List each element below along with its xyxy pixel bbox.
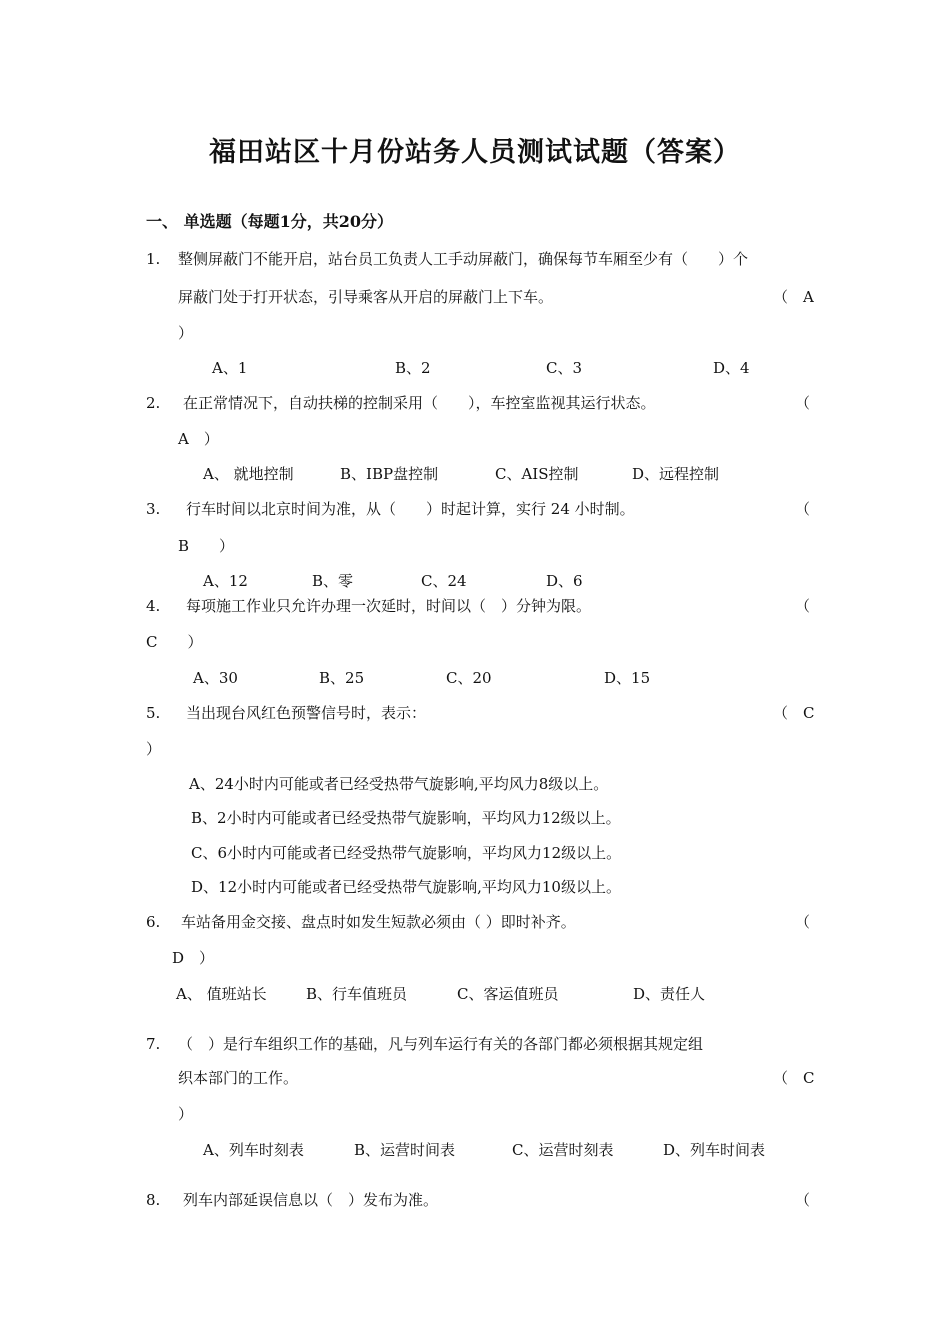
option: D、远程控制 (632, 465, 720, 483)
answer-open: （ (795, 500, 811, 518)
question-number: 6. (146, 913, 161, 931)
option: D、6 (546, 572, 583, 590)
question-text: 列车内部延误信息以（ ）发布为准。 (183, 1191, 439, 1209)
question-text: 行车时间以北京时间为准，从（ ）时起计算，实行 24 小时制。 (186, 500, 635, 518)
question-number: 5. (146, 704, 161, 722)
question-text: 织本部门的工作。 (178, 1069, 299, 1087)
question-number: 4. (146, 597, 161, 615)
answer-close: C ） (146, 633, 203, 651)
option: B、25 (319, 669, 365, 687)
option: A、1 (212, 359, 248, 377)
option: B、IBP盘控制 (340, 465, 439, 483)
question-text: 在正常情况下，自动扶梯的控制采用（ ），车控室监视其运行状态。 (183, 394, 656, 412)
option: A、 值班站长 (176, 985, 267, 1003)
option: B、2 (395, 359, 431, 377)
answer-open: （ C (773, 704, 815, 722)
answer-close: B ） (178, 537, 235, 555)
answer-close: ） (146, 740, 162, 758)
option: D、12小时内可能或者已经受热带气旋影响,平均风力10级以上。 (191, 878, 621, 896)
question-number: 7. (146, 1035, 161, 1053)
question-text: 车站备用金交接、盘点时如发生短款必须由（ ）即时补齐。 (181, 913, 576, 931)
answer-close: D ） (172, 949, 215, 967)
option: B、零 (312, 572, 354, 590)
question-text: 当出现台风红色预警信号时，表示： (186, 704, 427, 722)
answer-open: （ (795, 597, 811, 615)
option: C、24 (421, 572, 467, 590)
answer-close: ） (178, 324, 194, 342)
option: B、运营时间表 (354, 1141, 456, 1159)
option: D、15 (604, 669, 651, 687)
option: A、12 (203, 572, 248, 590)
question-number: 8. (146, 1191, 161, 1209)
option: C、20 (446, 669, 492, 687)
question-text: 屏蔽门处于打开状态，引导乘客从开启的屏蔽门上下车。 (178, 288, 554, 306)
question-text: 整侧屏蔽门不能开启，站台员工负责人工手动屏蔽门，确保每节车厢至少有（ ）个 (178, 250, 749, 268)
option: C、6小时内可能或者已经受热带气旋影响，平均风力12级以上。 (191, 844, 622, 862)
option: A、 就地控制 (203, 465, 294, 483)
answer-open: （ A (773, 288, 814, 306)
option: C、客运值班员 (457, 985, 559, 1003)
question-text: 每项施工作业只允许办理一次延时，时间以（ ）分钟为限。 (186, 597, 592, 615)
option: D、责任人 (633, 985, 706, 1003)
option: A、列车时刻表 (203, 1141, 304, 1159)
option: D、列车时间表 (663, 1141, 766, 1159)
option: A、24小时内可能或者已经受热带气旋影响,平均风力8级以上。 (189, 775, 609, 793)
section-heading: 一、 单选题（每题1分，共20分） (146, 212, 393, 231)
answer-open: （ (795, 1191, 811, 1209)
page-title: 福田站区十月份站务人员测试试题（答案） (209, 137, 741, 168)
question-number: 1. (146, 250, 161, 268)
option: C、AIS控制 (495, 465, 579, 483)
question-number: 2. (146, 394, 161, 412)
option: C、运营时刻表 (512, 1141, 614, 1159)
answer-close: A ） (178, 430, 219, 448)
option: B、行车值班员 (306, 985, 408, 1003)
option: D、4 (713, 359, 750, 377)
option: A、30 (193, 669, 238, 687)
option: C、3 (546, 359, 583, 377)
question-number: 3. (146, 500, 161, 518)
answer-open: （ (795, 913, 811, 931)
answer-open: （ C (773, 1069, 815, 1087)
option: B、2小时内可能或者已经受热带气旋影响，平均风力12级以上。 (191, 809, 621, 827)
question-text: （ ）是行车组织工作的基础，凡与列车运行有关的各部门都必须根据其规定组 (178, 1035, 704, 1053)
answer-open: （ (795, 394, 811, 412)
answer-close: ） (178, 1105, 194, 1123)
